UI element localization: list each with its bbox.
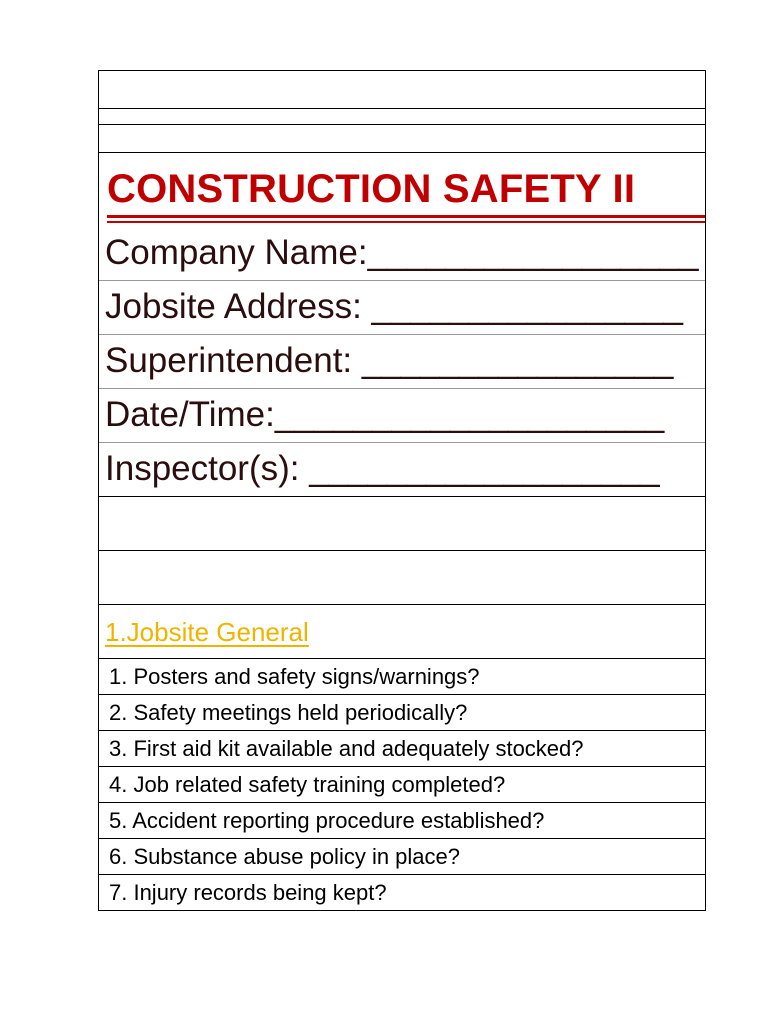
inspector-label: Inspector(s): __________________ [105,449,660,488]
date-time-field[interactable] [99,389,705,443]
checklist-item-text: 1. Posters and safety signs/warnings? [109,664,480,689]
inspector-field[interactable] [99,443,705,497]
checklist-item-text: 6. Substance abuse policy in place? [109,844,461,869]
empty-row [99,497,705,551]
title-row [99,153,705,227]
section-header-row [99,605,705,659]
checklist-item-text: 3. First aid kit available and adequately stocked? [109,736,584,761]
checklist-item-text: 5. Accident reporting procedure established? [109,808,545,833]
checklist-item [99,731,705,767]
title-underline [107,215,705,218]
checklist-item [99,695,705,731]
safety-checklist-sheet [98,70,706,911]
superintendent-field[interactable] [99,335,705,389]
checklist-item [99,839,705,875]
checklist-item [99,875,705,911]
date-time-label: Date/Time:____________________ [105,395,665,434]
title-underline [107,221,705,223]
checklist-item [99,767,705,803]
empty-row [99,71,705,109]
checklist-item-text: 7. Injury records being kept? [109,880,387,905]
empty-row [99,109,705,125]
empty-row [99,125,705,153]
section-title: 1.Jobsite General [105,617,309,647]
superintendent-label: Superintendent: ________________ [105,341,674,380]
checklist-item-text: 4. Job related safety training completed? [109,772,506,797]
jobsite-address-field[interactable] [99,281,705,335]
company-name-field[interactable] [99,227,705,281]
checklist-item-text: 2. Safety meetings held periodically? [109,700,468,725]
empty-row [99,551,705,605]
checklist-item [99,659,705,695]
company-name-label: Company Name:_________________ [105,233,699,272]
jobsite-address-label: Jobsite Address: ________________ [105,287,683,326]
document-title: CONSTRUCTION SAFETY II [107,167,636,211]
checklist-item [99,803,705,839]
